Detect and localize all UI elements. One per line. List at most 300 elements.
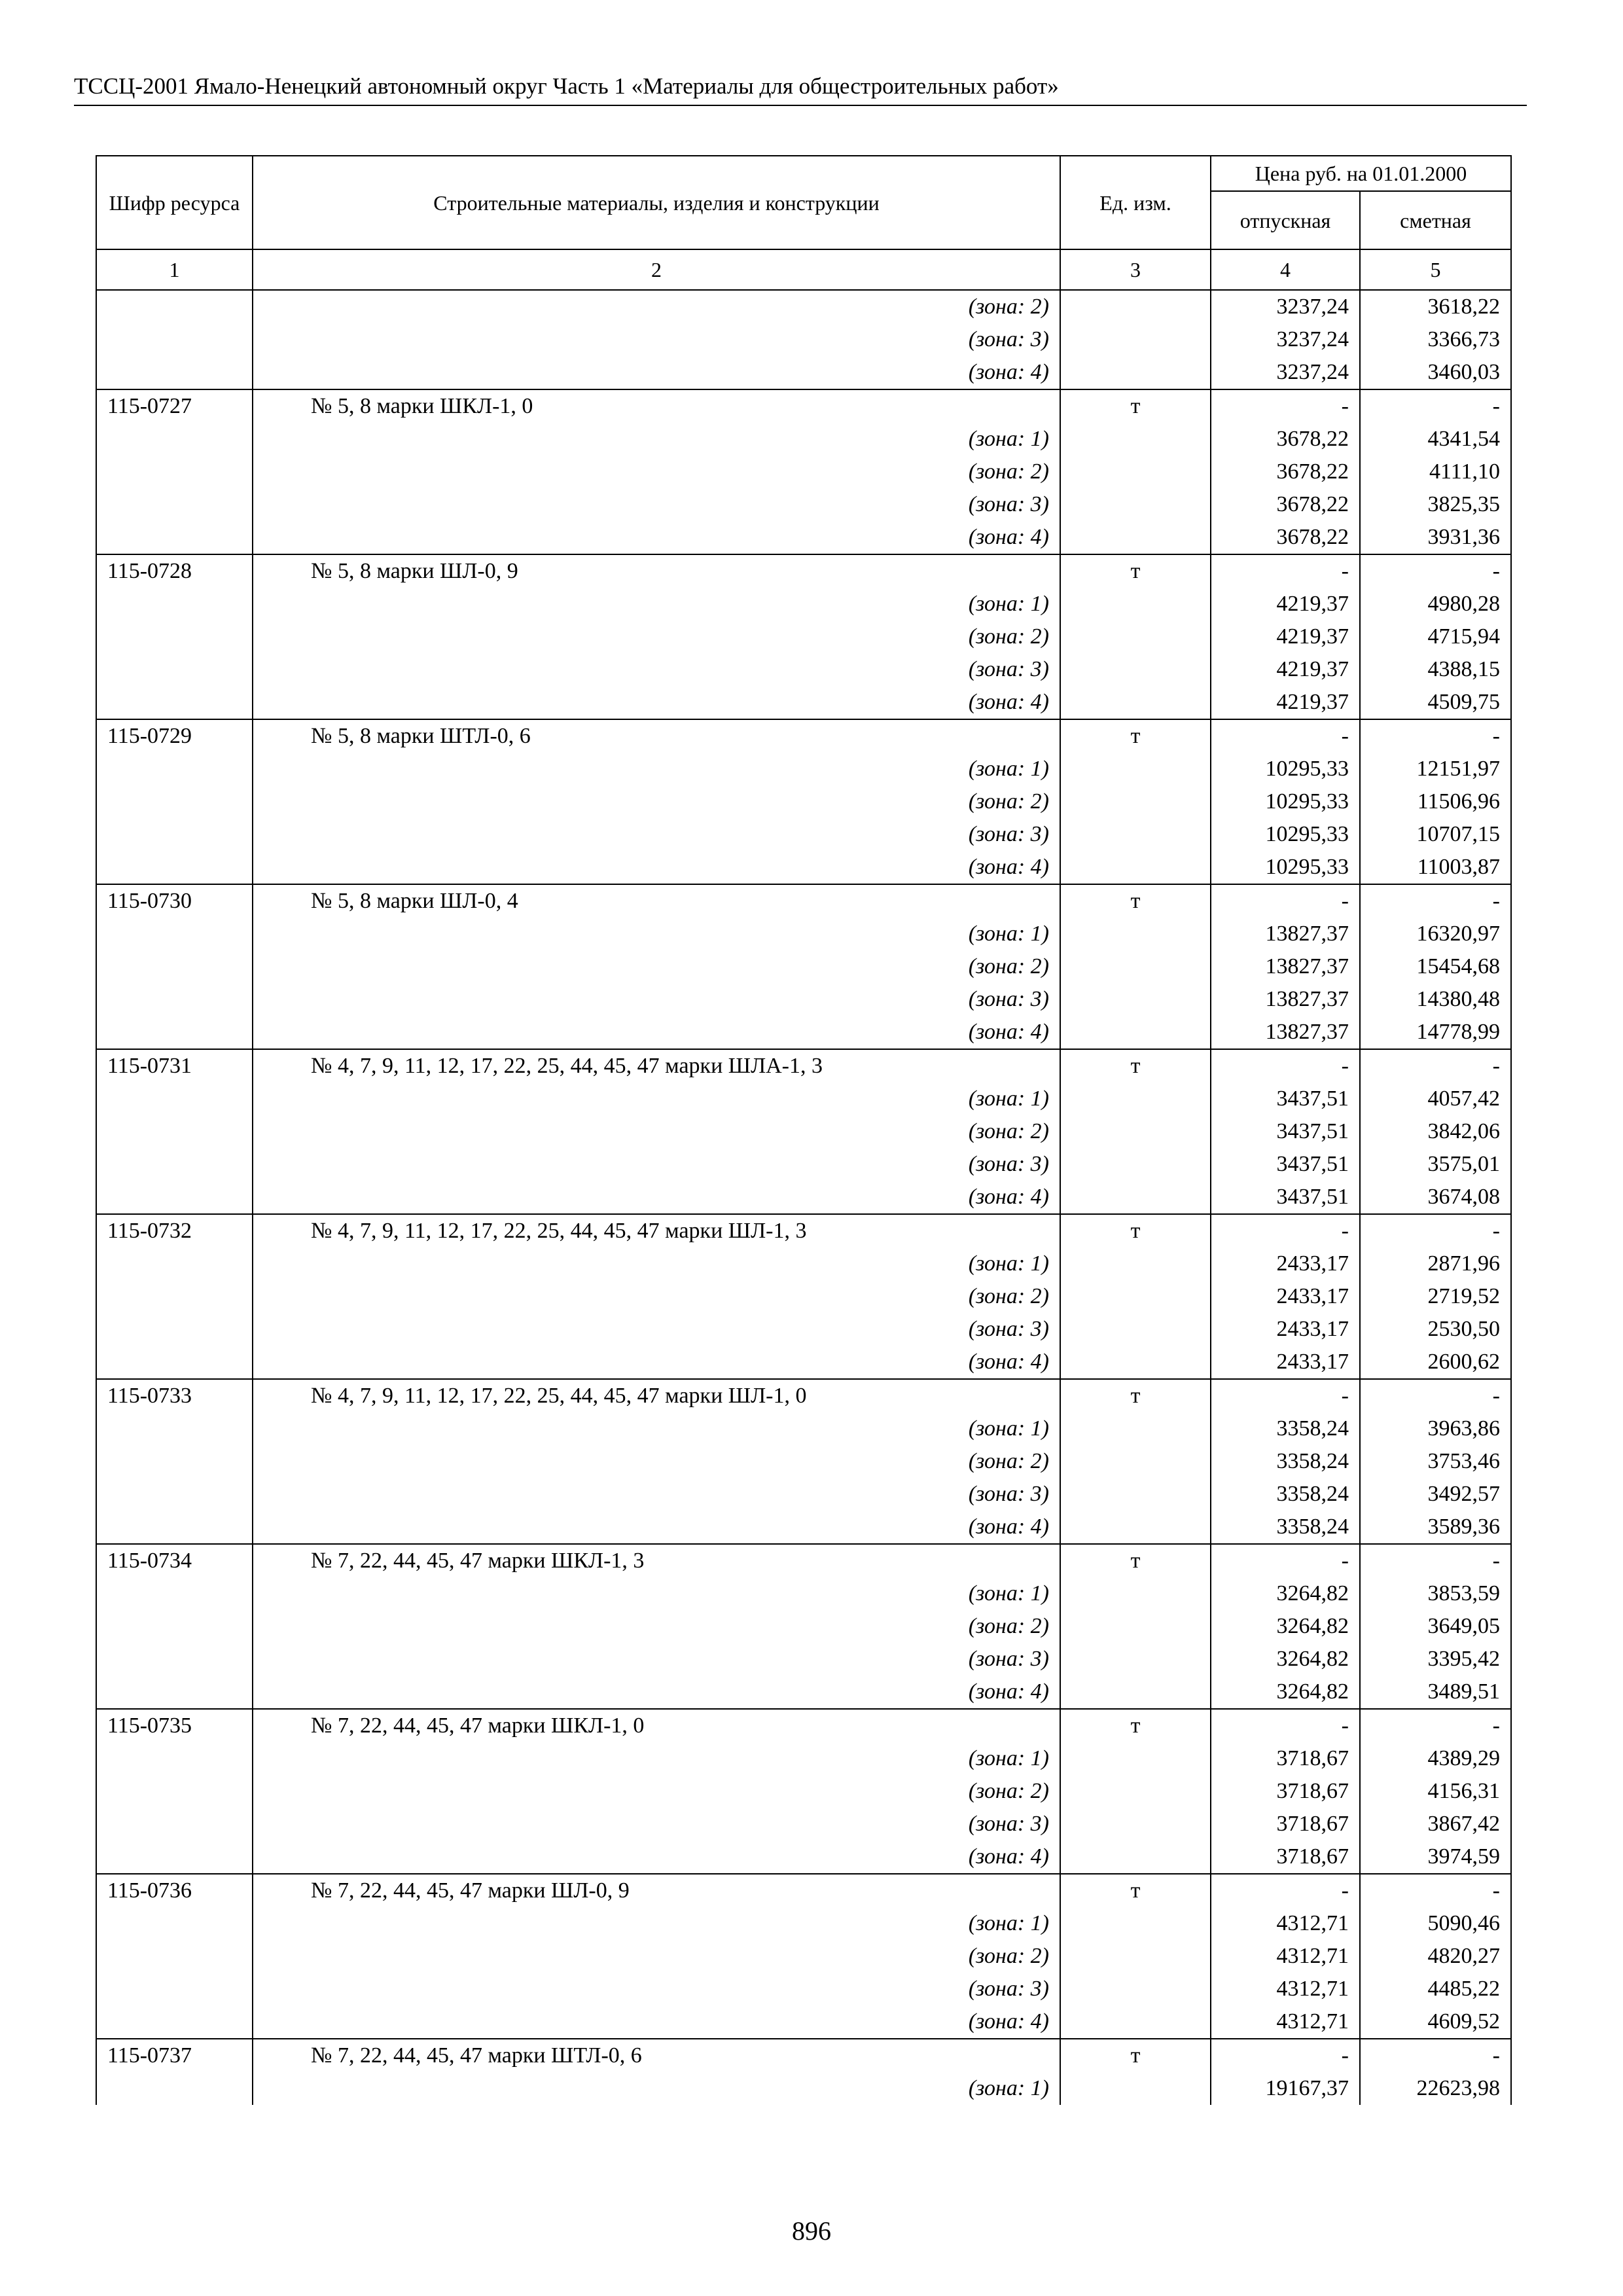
empty-unit-cell [1060,1907,1211,1940]
resource-code: 115-0735 [96,1709,253,1742]
estimate-price: 11506,96 [1360,785,1511,818]
empty-unit-cell [1060,423,1211,456]
zone-row [96,1643,1511,1676]
column-number: 4 [1211,249,1360,290]
zone-label: (зона: 1) [253,1742,1060,1775]
empty-unit-cell [1060,1940,1211,1973]
empty-code-cell [96,753,253,785]
column-header-release-price: отпускная [1211,191,1360,249]
estimate-price: 5090,46 [1360,1907,1511,1940]
resource-row [96,1544,1511,1577]
estimate-price: 14380,48 [1360,983,1511,1016]
zone-row [96,2072,1511,2105]
empty-unit-cell [1060,918,1211,950]
release-price: 3678,22 [1211,456,1360,488]
estimate-price: - [1360,1214,1511,1247]
zone-label: (зона: 4) [253,356,1060,389]
empty-code-cell [96,1313,253,1346]
zone-row [96,753,1511,785]
release-price: 2433,17 [1211,1247,1360,1280]
release-price: 2433,17 [1211,1346,1360,1379]
estimate-price: 4715,94 [1360,620,1511,653]
column-number: 1 [96,249,253,290]
column-header-price-group: Цена руб. на 01.01.2000 [1211,156,1511,191]
estimate-price: - [1360,1874,1511,1907]
estimate-price: 3963,86 [1360,1412,1511,1445]
column-header-code: Шифр ресурса [96,156,253,249]
empty-unit-cell [1060,1412,1211,1445]
resource-name: № 7, 22, 44, 45, 47 марки ШКЛ-1, 0 [253,1709,1060,1742]
release-price: 3358,24 [1211,1511,1360,1544]
release-price: 3358,24 [1211,1412,1360,1445]
empty-unit-cell [1060,983,1211,1016]
release-price: 3237,24 [1211,323,1360,356]
release-price: - [1211,2039,1360,2072]
zone-label: (зона: 2) [253,1775,1060,1808]
empty-code-cell [96,488,253,521]
resource-row [96,884,1511,918]
zone-label: (зона: 1) [253,1907,1060,1940]
estimate-price: 10707,15 [1360,818,1511,851]
release-price: - [1211,1544,1360,1577]
zone-label: (зона: 2) [253,1940,1060,1973]
resource-row [96,389,1511,423]
empty-code-cell [96,1973,253,2005]
resource-unit: т [1060,1544,1211,1577]
release-price: 3437,51 [1211,1181,1360,1214]
zone-label: (зона: 2) [253,1445,1060,1478]
zone-label: (зона: 3) [253,1148,1060,1181]
estimate-price: 3395,42 [1360,1643,1511,1676]
empty-unit-cell [1060,2072,1211,2105]
column-number: 2 [253,249,1060,290]
resource-unit: т [1060,2039,1211,2072]
zone-label: (зона: 4) [253,521,1060,554]
zone-row [96,818,1511,851]
release-price: 3237,24 [1211,290,1360,323]
release-price: 3718,67 [1211,1742,1360,1775]
empty-unit-cell [1060,323,1211,356]
zone-label: (зона: 3) [253,323,1060,356]
resource-row [96,1214,1511,1247]
estimate-price: 3460,03 [1360,356,1511,389]
estimate-price: 11003,87 [1360,851,1511,884]
resource-code: 115-0737 [96,2039,253,2072]
estimate-price: - [1360,1379,1511,1412]
estimate-price: - [1360,1049,1511,1083]
estimate-price: 22623,98 [1360,2072,1511,2105]
empty-code-cell [96,356,253,389]
estimate-price: - [1360,1709,1511,1742]
empty-code-cell [96,653,253,686]
zone-row [96,456,1511,488]
zone-label: (зона: 2) [253,950,1060,983]
resource-row [96,1709,1511,1742]
release-price: 4219,37 [1211,588,1360,620]
zone-row [96,1478,1511,1511]
zone-label: (зона: 4) [253,686,1060,719]
estimate-price: - [1360,1544,1511,1577]
empty-unit-cell [1060,686,1211,719]
estimate-price: 4609,52 [1360,2005,1511,2039]
estimate-price: - [1360,884,1511,918]
zone-row [96,1808,1511,1840]
column-header-estimate-price: сметная [1360,191,1511,249]
empty-unit-cell [1060,1016,1211,1049]
page-number: 896 [792,2216,831,2246]
zone-label: (зона: 1) [253,2072,1060,2105]
empty-code-cell [96,456,253,488]
zone-label: (зона: 2) [253,1610,1060,1643]
zone-label: (зона: 1) [253,1247,1060,1280]
empty-code-cell [96,1247,253,1280]
zone-label: (зона: 4) [253,1181,1060,1214]
estimate-price: 4485,22 [1360,1973,1511,2005]
zone-label: (зона: 1) [253,1083,1060,1115]
zone-label: (зона: 2) [253,785,1060,818]
release-price: 3264,82 [1211,1643,1360,1676]
zone-row [96,1016,1511,1049]
empty-unit-cell [1060,356,1211,389]
zone-row [96,653,1511,686]
empty-unit-cell [1060,488,1211,521]
estimate-price: 4057,42 [1360,1083,1511,1115]
empty-unit-cell [1060,851,1211,884]
resource-unit: т [1060,1874,1211,1907]
zone-label: (зона: 4) [253,1346,1060,1379]
resource-code: 115-0732 [96,1214,253,1247]
empty-code-cell [96,1742,253,1775]
table-body [96,290,1511,2105]
zone-row [96,983,1511,1016]
empty-unit-cell [1060,588,1211,620]
resource-code: 115-0734 [96,1544,253,1577]
column-number: 3 [1060,249,1211,290]
estimate-price: 3931,36 [1360,521,1511,554]
empty-unit-cell [1060,1511,1211,1544]
empty-unit-cell [1060,1346,1211,1379]
empty-code-cell [96,1445,253,1478]
release-price: 3264,82 [1211,1577,1360,1610]
empty-code-cell [96,1478,253,1511]
release-price: 13827,37 [1211,918,1360,950]
release-price: 3718,67 [1211,1840,1360,1874]
resource-row [96,554,1511,588]
release-price: 10295,33 [1211,785,1360,818]
empty-code-cell [96,785,253,818]
estimate-price: 16320,97 [1360,918,1511,950]
zone-label: (зона: 3) [253,983,1060,1016]
resource-row [96,2039,1511,2072]
release-price: 4312,71 [1211,2005,1360,2039]
resource-row [96,1379,1511,1412]
empty-unit-cell [1060,521,1211,554]
zone-label: (зона: 3) [253,818,1060,851]
empty-code-cell [96,1346,253,1379]
release-price: 10295,33 [1211,753,1360,785]
zone-label: (зона: 4) [253,851,1060,884]
empty-unit-cell [1060,1643,1211,1676]
release-price: 3718,67 [1211,1808,1360,1840]
zone-row [96,918,1511,950]
empty-code-cell [96,686,253,719]
empty-code-cell [96,2005,253,2039]
empty-unit-cell [1060,1775,1211,1808]
empty-unit-cell [1060,1577,1211,1610]
release-price: 4219,37 [1211,620,1360,653]
estimate-price: 4389,29 [1360,1742,1511,1775]
release-price: 3437,51 [1211,1148,1360,1181]
estimate-price: 4980,28 [1360,588,1511,620]
release-price: 2433,17 [1211,1280,1360,1313]
resource-unit: т [1060,1379,1211,1412]
empty-unit-cell [1060,1115,1211,1148]
zone-row [96,356,1511,389]
release-price: 3264,82 [1211,1676,1360,1709]
empty-code-cell [96,1511,253,1544]
resource-name: № 5, 8 марки ШКЛ-1, 0 [253,389,1060,423]
empty-unit-cell [1060,785,1211,818]
zone-row [96,1511,1511,1544]
zone-label: (зона: 3) [253,1808,1060,1840]
page-header-title: ТССЦ-2001 Ямало-Ненецкий автономный округ Часть 1 «Материалы для общестроительных работ» [74,73,1059,99]
estimate-price: 15454,68 [1360,950,1511,983]
release-price: 13827,37 [1211,950,1360,983]
estimate-price: - [1360,389,1511,423]
price-table [96,155,1512,2105]
zone-label: (зона: 3) [253,1643,1060,1676]
zone-row [96,521,1511,554]
empty-unit-cell [1060,1742,1211,1775]
release-price: - [1211,884,1360,918]
estimate-price: 2871,96 [1360,1247,1511,1280]
resource-unit: т [1060,884,1211,918]
estimate-price: 3825,35 [1360,488,1511,521]
empty-unit-cell [1060,1280,1211,1313]
estimate-price: 14778,99 [1360,1016,1511,1049]
zone-row [96,1907,1511,1940]
empty-code-cell [96,323,253,356]
resource-row [96,1049,1511,1083]
release-price: 2433,17 [1211,1313,1360,1346]
release-price: 4312,71 [1211,1907,1360,1940]
zone-label: (зона: 1) [253,588,1060,620]
empty-unit-cell [1060,1808,1211,1840]
empty-unit-cell [1060,290,1211,323]
release-price: 3358,24 [1211,1478,1360,1511]
zone-row [96,1083,1511,1115]
resource-unit: т [1060,554,1211,588]
empty-unit-cell [1060,2005,1211,2039]
zone-label: (зона: 1) [253,753,1060,785]
zone-label: (зона: 4) [253,1016,1060,1049]
empty-code-cell [96,1181,253,1214]
empty-code-cell [96,2072,253,2105]
resource-unit: т [1060,719,1211,753]
zone-row [96,1115,1511,1148]
resource-name: № 7, 22, 44, 45, 47 марки ШКЛ-1, 3 [253,1544,1060,1577]
zone-label: (зона: 3) [253,1478,1060,1511]
empty-unit-cell [1060,1181,1211,1214]
empty-unit-cell [1060,1083,1211,1115]
estimate-price: 3575,01 [1360,1148,1511,1181]
release-price: 4312,71 [1211,1973,1360,2005]
release-price: 3678,22 [1211,521,1360,554]
estimate-price: 3853,59 [1360,1577,1511,1610]
estimate-price: 2530,50 [1360,1313,1511,1346]
estimate-price: 4820,27 [1360,1940,1511,1973]
empty-code-cell [96,818,253,851]
release-price: 4312,71 [1211,1940,1360,1973]
empty-unit-cell [1060,1973,1211,2005]
empty-code-cell [96,1083,253,1115]
empty-unit-cell [1060,1148,1211,1181]
empty-unit-cell [1060,1478,1211,1511]
release-price: 3358,24 [1211,1445,1360,1478]
empty-unit-cell [1060,818,1211,851]
estimate-price: 3366,73 [1360,323,1511,356]
zone-row [96,1247,1511,1280]
estimate-price: 2719,52 [1360,1280,1511,1313]
zone-row [96,2005,1511,2039]
release-price: 3264,82 [1211,1610,1360,1643]
zone-label: (зона: 4) [253,2005,1060,2039]
resource-unit: т [1060,389,1211,423]
zone-label: (зона: 2) [253,456,1060,488]
release-price: 13827,37 [1211,983,1360,1016]
column-number: 5 [1360,249,1511,290]
estimate-price: 3842,06 [1360,1115,1511,1148]
zone-row [96,1346,1511,1379]
resource-code: 115-0736 [96,1874,253,1907]
zone-label: (зона: 1) [253,918,1060,950]
empty-unit-cell [1060,456,1211,488]
release-price: - [1211,1874,1360,1907]
empty-unit-cell [1060,653,1211,686]
estimate-price: 2600,62 [1360,1346,1511,1379]
estimate-price: 4156,31 [1360,1775,1511,1808]
empty-code-cell [96,950,253,983]
zone-row [96,423,1511,456]
resource-code: 115-0730 [96,884,253,918]
estimate-price: 3867,42 [1360,1808,1511,1840]
resource-code: 115-0729 [96,719,253,753]
release-price: 3678,22 [1211,488,1360,521]
empty-unit-cell [1060,1676,1211,1709]
resource-name: № 7, 22, 44, 45, 47 марки ШТЛ-0, 6 [253,2039,1060,2072]
release-price: 4219,37 [1211,686,1360,719]
empty-code-cell [96,1148,253,1181]
zone-row [96,588,1511,620]
release-price: 3718,67 [1211,1775,1360,1808]
estimate-price: 3649,05 [1360,1610,1511,1643]
empty-code-cell [96,620,253,653]
resource-name: № 5, 8 марки ШЛ-0, 9 [253,554,1060,588]
zone-row [96,323,1511,356]
empty-code-cell [96,1907,253,1940]
release-price: - [1211,719,1360,753]
resource-row [96,1874,1511,1907]
column-header-name: Строительные материалы, изделия и конструкции [253,156,1060,249]
zone-row [96,1445,1511,1478]
header-divider [74,105,1527,106]
resource-name: № 5, 8 марки ШТЛ-0, 6 [253,719,1060,753]
column-header-unit: Ед. изм. [1060,156,1211,249]
empty-code-cell [96,1775,253,1808]
estimate-price: 3589,36 [1360,1511,1511,1544]
zone-row [96,1280,1511,1313]
zone-row [96,1412,1511,1445]
zone-label: (зона: 4) [253,1840,1060,1874]
release-price: 3437,51 [1211,1115,1360,1148]
resource-unit: т [1060,1214,1211,1247]
empty-unit-cell [1060,753,1211,785]
zone-label: (зона: 3) [253,1973,1060,2005]
release-price: 19167,37 [1211,2072,1360,2105]
empty-code-cell [96,1840,253,1874]
resource-code: 115-0733 [96,1379,253,1412]
zone-label: (зона: 2) [253,290,1060,323]
zone-label: (зона: 4) [253,1511,1060,1544]
resource-unit: т [1060,1709,1211,1742]
zone-label: (зона: 1) [253,423,1060,456]
empty-unit-cell [1060,950,1211,983]
empty-code-cell [96,1280,253,1313]
zone-row [96,620,1511,653]
zone-row [96,785,1511,818]
empty-unit-cell [1060,1247,1211,1280]
empty-code-cell [96,1577,253,1610]
zone-row [96,1610,1511,1643]
release-price: - [1211,1379,1360,1412]
zone-row [96,1775,1511,1808]
resource-name: № 4, 7, 9, 11, 12, 17, 22, 25, 44, 45, 47 марки ШЛ-1, 0 [253,1379,1060,1412]
resource-unit: т [1060,1049,1211,1083]
empty-code-cell [96,918,253,950]
zone-row [96,1940,1511,1973]
release-price: 4219,37 [1211,653,1360,686]
empty-code-cell [96,1412,253,1445]
estimate-price: - [1360,554,1511,588]
empty-code-cell [96,1808,253,1840]
zone-row [96,851,1511,884]
empty-code-cell [96,521,253,554]
empty-unit-cell [1060,620,1211,653]
estimate-price: 4341,54 [1360,423,1511,456]
table-header [96,156,1511,290]
estimate-price: 3974,59 [1360,1840,1511,1874]
release-price: 13827,37 [1211,1016,1360,1049]
zone-label: (зона: 4) [253,1676,1060,1709]
estimate-price: 4509,75 [1360,686,1511,719]
empty-unit-cell [1060,1840,1211,1874]
resource-name: № 4, 7, 9, 11, 12, 17, 22, 25, 44, 45, 47 марки ШЛ-1, 3 [253,1214,1060,1247]
estimate-price: 3489,51 [1360,1676,1511,1709]
release-price: 3437,51 [1211,1083,1360,1115]
estimate-price: - [1360,2039,1511,2072]
empty-unit-cell [1060,1610,1211,1643]
estimate-price: 12151,97 [1360,753,1511,785]
empty-code-cell [96,1940,253,1973]
empty-code-cell [96,1610,253,1643]
empty-code-cell [96,851,253,884]
zone-label: (зона: 1) [253,1577,1060,1610]
zone-row [96,1313,1511,1346]
zone-label: (зона: 2) [253,620,1060,653]
empty-code-cell [96,588,253,620]
empty-code-cell [96,1643,253,1676]
estimate-price: 3753,46 [1360,1445,1511,1478]
